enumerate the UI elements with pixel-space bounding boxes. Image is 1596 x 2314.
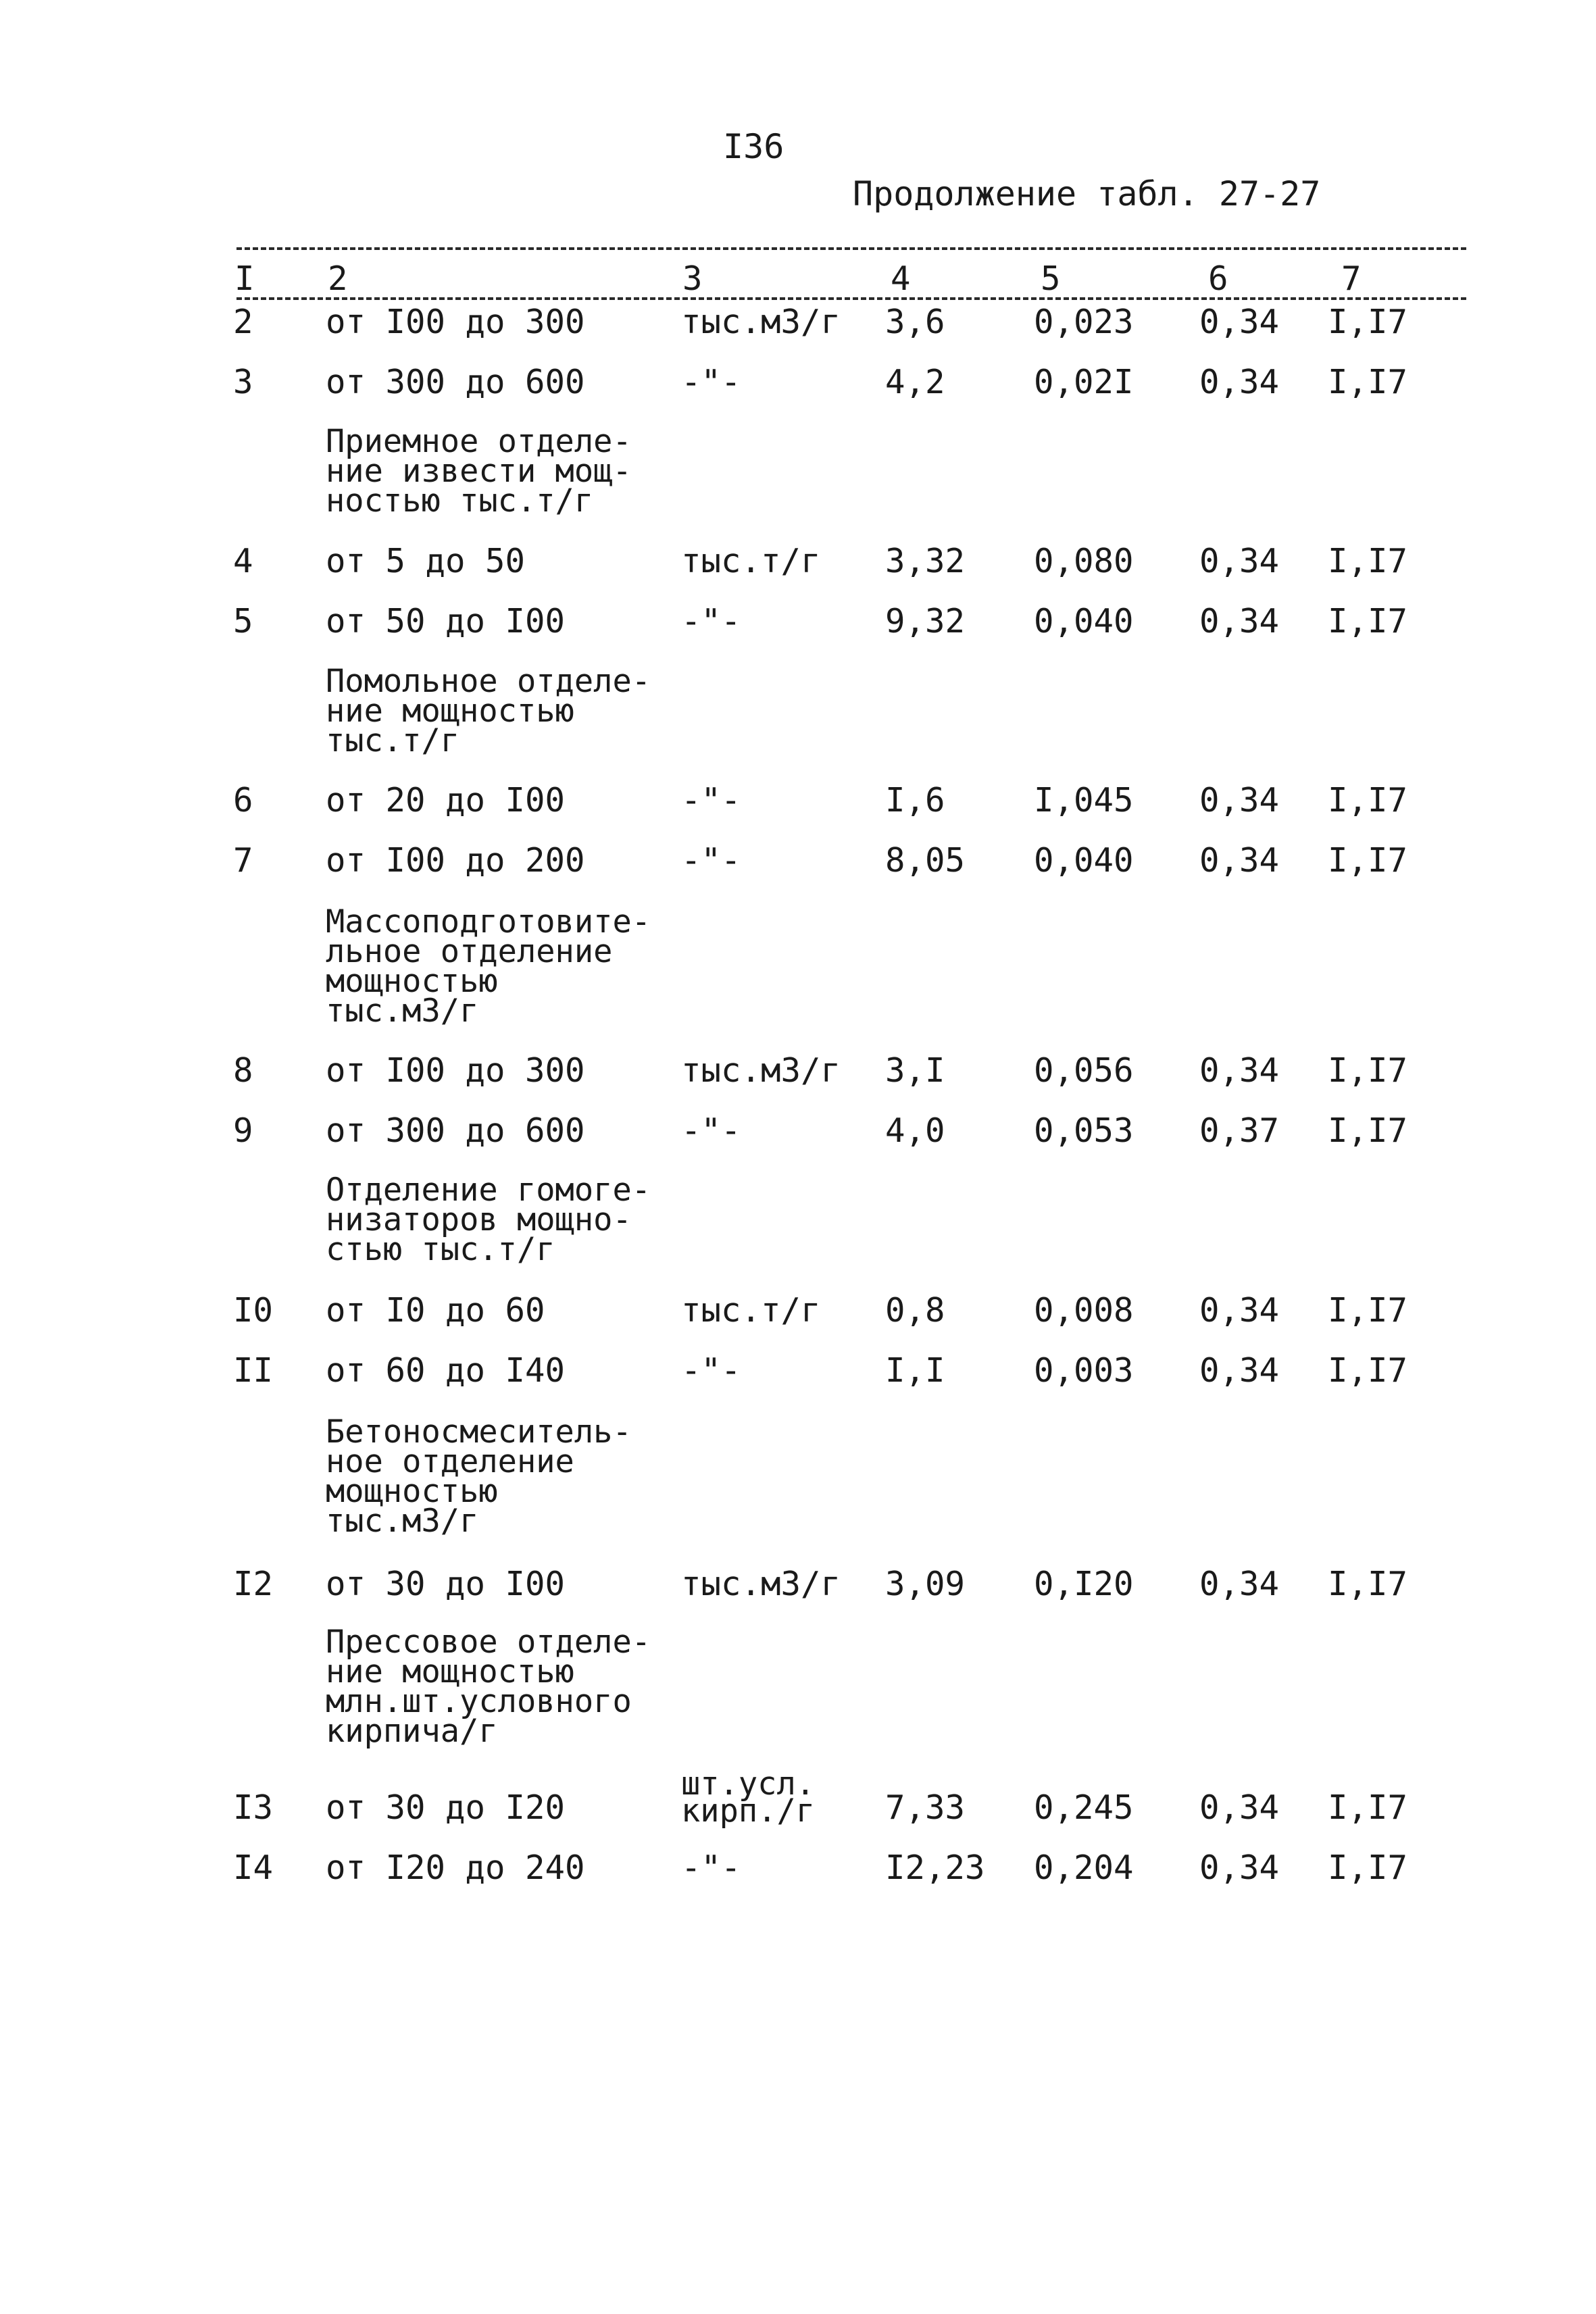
table-top-rule <box>236 247 1466 250</box>
section-heading: Приемное отделе- ние извести мощ- ностью тыс.т/г <box>326 423 632 520</box>
cell-range: от I00 до 200 <box>326 841 585 880</box>
cell-c5: 0,023 <box>1034 303 1134 341</box>
cell-range: от I0 до 60 <box>326 1291 545 1330</box>
cell-c4: I,I <box>885 1351 945 1390</box>
cell-c4: 9,32 <box>885 602 966 640</box>
cell-c5: 0,I20 <box>1034 1565 1134 1603</box>
section-heading: Отделение гомоге- низаторов мощно- стью тыс.т/г <box>326 1172 651 1268</box>
cell-c7: I,I7 <box>1328 1848 1408 1887</box>
cell-c7: I,I7 <box>1328 781 1408 820</box>
cell-range: от 30 до I20 <box>326 1788 566 1827</box>
cell-range: от I00 до 300 <box>326 1051 585 1090</box>
cell-c4: 4,0 <box>885 1111 945 1150</box>
cell-c6: 0,34 <box>1199 1291 1280 1330</box>
cell-unit: -"- <box>681 1111 741 1150</box>
cell-c7: I,I7 <box>1328 1051 1408 1090</box>
cell-c6: 0,34 <box>1199 542 1280 580</box>
cell-c7: I,I7 <box>1328 1291 1408 1330</box>
cell-num: 5 <box>233 602 253 640</box>
cell-c4: 3,6 <box>885 303 945 341</box>
header-col-3: 3 <box>682 259 703 298</box>
cell-c4: 4,2 <box>885 363 945 401</box>
cell-c4: 3,I <box>885 1051 945 1090</box>
cell-num: I0 <box>233 1291 274 1330</box>
cell-c7: I,I7 <box>1328 602 1408 640</box>
cell-c5: 0,003 <box>1034 1351 1134 1390</box>
cell-c5: 0,056 <box>1034 1051 1134 1090</box>
cell-c4: I2,23 <box>885 1848 985 1887</box>
cell-num: I3 <box>233 1788 274 1827</box>
header-col-6: 6 <box>1208 259 1228 298</box>
cell-num: 9 <box>233 1111 253 1150</box>
cell-c5: 0,008 <box>1034 1291 1134 1330</box>
cell-c5: 0,204 <box>1034 1848 1134 1887</box>
header-col-7: 7 <box>1341 259 1362 298</box>
cell-c5: I,045 <box>1034 781 1134 820</box>
cell-range: от 5 до 50 <box>326 542 526 580</box>
cell-c6: 0,34 <box>1199 1051 1280 1090</box>
cell-c7: I,I7 <box>1328 1351 1408 1390</box>
cell-c7: I,I7 <box>1328 542 1408 580</box>
cell-unit: тыс.м3/г <box>681 1051 841 1090</box>
header-col-5: 5 <box>1041 259 1061 298</box>
cell-num: 7 <box>233 841 253 880</box>
cell-range: от 60 до I40 <box>326 1351 566 1390</box>
cell-c7: I,I7 <box>1328 363 1408 401</box>
header-col-4: 4 <box>891 259 911 298</box>
cell-c6: 0,37 <box>1199 1111 1280 1150</box>
cell-c5: 0,053 <box>1034 1111 1134 1150</box>
cell-unit: тыс.т/г <box>681 542 821 580</box>
cell-range: от I20 до 240 <box>326 1848 585 1887</box>
cell-range: от 300 до 600 <box>326 1111 585 1150</box>
cell-c4: 3,09 <box>885 1565 966 1603</box>
cell-range: от I00 до 300 <box>326 303 585 341</box>
table-header-rule <box>236 297 1466 300</box>
cell-c6: 0,34 <box>1199 1788 1280 1827</box>
cell-c6: 0,34 <box>1199 1351 1280 1390</box>
cell-num: 3 <box>233 363 253 401</box>
cell-num: 6 <box>233 781 253 820</box>
cell-range: от 300 до 600 <box>326 363 585 401</box>
page-number: I36 <box>723 127 784 166</box>
cell-c4: 0,8 <box>885 1291 945 1330</box>
cell-num: 8 <box>233 1051 253 1090</box>
cell-num: II <box>233 1351 274 1390</box>
cell-range: от 20 до I00 <box>326 781 566 820</box>
cell-c6: 0,34 <box>1199 1565 1280 1603</box>
cell-c4: 7,33 <box>885 1788 966 1827</box>
cell-num: 4 <box>233 542 253 580</box>
cell-unit: -"- <box>681 1848 741 1887</box>
cell-c6: 0,34 <box>1199 781 1280 820</box>
cell-c6: 0,34 <box>1199 602 1280 640</box>
cell-c4: 8,05 <box>885 841 966 880</box>
cell-c6: 0,34 <box>1199 303 1280 341</box>
section-heading: Массоподготовите- льное отделение мощностью тыс.м3/г <box>326 903 651 1030</box>
cell-num: I2 <box>233 1565 274 1603</box>
cell-unit: тыс.т/г <box>681 1291 821 1330</box>
cell-unit: тыс.м3/г <box>681 1565 841 1603</box>
cell-c7: I,I7 <box>1328 1111 1408 1150</box>
cell-c4: 3,32 <box>885 542 966 580</box>
cell-c5: 0,02I <box>1034 363 1134 401</box>
cell-c5: 0,080 <box>1034 542 1134 580</box>
cell-unit: -"- <box>681 841 741 880</box>
cell-unit: -"- <box>681 602 741 640</box>
cell-c6: 0,34 <box>1199 363 1280 401</box>
header-col-2: 2 <box>328 259 348 298</box>
cell-c7: I,I7 <box>1328 1565 1408 1603</box>
cell-range: от 50 до I00 <box>326 602 566 640</box>
cell-c5: 0,245 <box>1034 1788 1134 1827</box>
cell-unit: тыс.м3/г <box>681 303 841 341</box>
cell-num: I4 <box>233 1848 274 1887</box>
cell-num: 2 <box>233 303 253 341</box>
cell-unit: -"- <box>681 363 741 401</box>
cell-c6: 0,34 <box>1199 1848 1280 1887</box>
cell-c7: I,I7 <box>1328 303 1408 341</box>
cell-c7: I,I7 <box>1328 1788 1408 1827</box>
section-heading: Бетоносмеситель- ное отделение мощностью тыс.м3/г <box>326 1413 632 1540</box>
cell-c4: I,6 <box>885 781 945 820</box>
cell-unit: -"- <box>681 1351 741 1390</box>
cell-range: от 30 до I00 <box>326 1565 566 1603</box>
cell-c5: 0,040 <box>1034 602 1134 640</box>
cell-c5: 0,040 <box>1034 841 1134 880</box>
cell-c7: I,I7 <box>1328 841 1408 880</box>
section-heading: Прессовое отделе- ние мощностью млн.шт.условного кирпича/г <box>326 1624 651 1750</box>
header-col-1: I <box>234 259 255 298</box>
cell-c6: 0,34 <box>1199 841 1280 880</box>
section-heading: Помольное отделе- ние мощностью тыс.т/г <box>326 663 651 759</box>
cell-unit: -"- <box>681 781 741 820</box>
cell-unit: шт.усл. кирп./г <box>681 1765 816 1830</box>
continuation-title: Продолжение табл. 27-27 <box>853 174 1321 213</box>
